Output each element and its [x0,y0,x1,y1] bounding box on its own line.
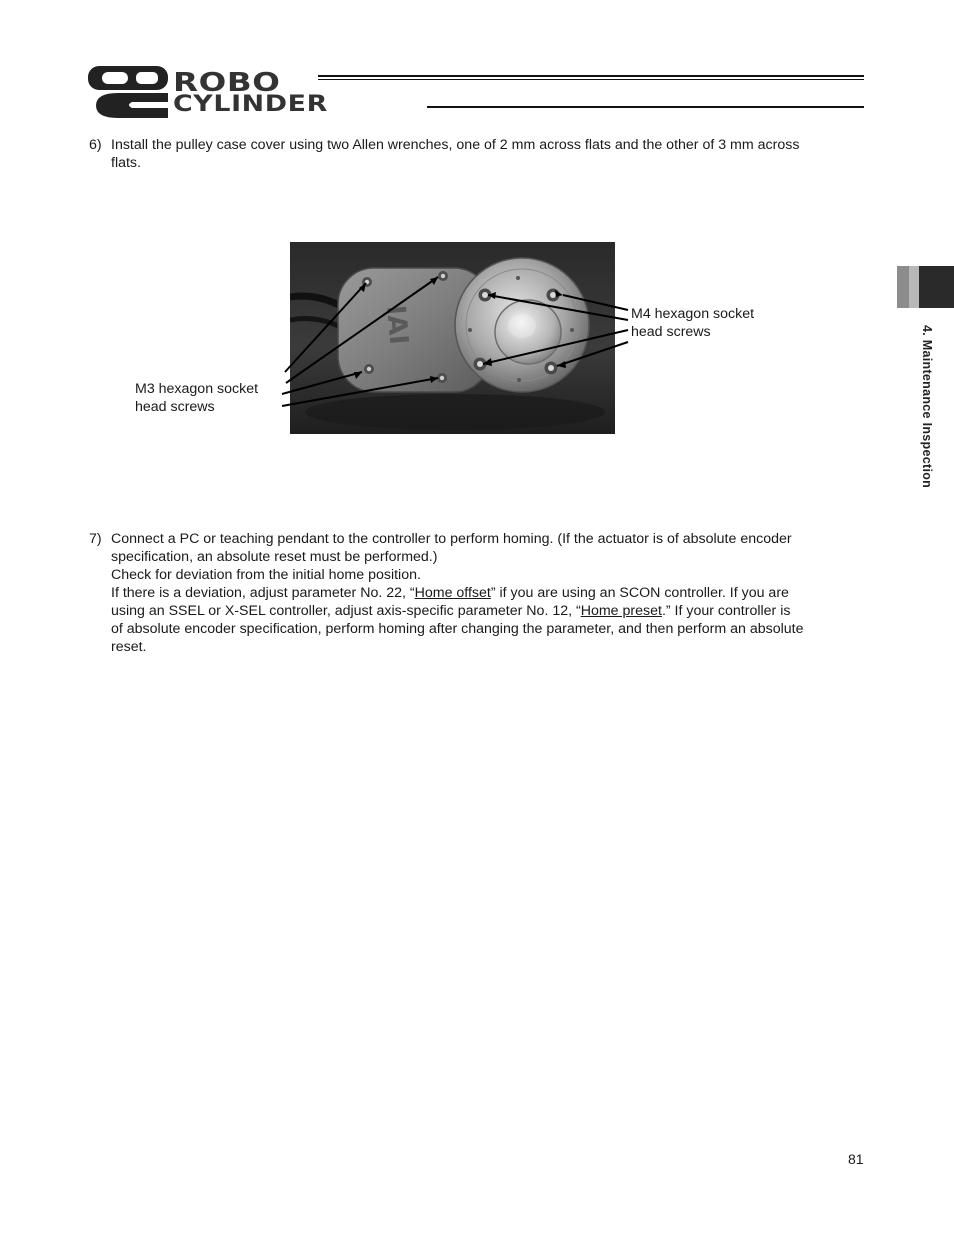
callout-m3 [135,380,258,416]
leader-m4-3 [483,330,628,364]
arrowhead-m4-3 [483,358,492,366]
logo-text-cylinder: CYLINDER [173,92,328,117]
arrowhead-m3-3 [354,372,362,379]
step-6-number: 6) [89,137,102,153]
callout-m3-line-2: head screws [135,399,215,415]
step-6-line-1: Install the pulley case cover using two Allen wrenches, one of 2 mm across flats and the other of 3 mm across [111,137,800,153]
leader-m3-2 [286,277,438,383]
step-7-line-1: Connect a PC or teaching pendant to the controller to perform homing. (If the actuator is of absolute encoder [111,531,792,547]
step-7-line-3: Check for deviation from the initial home position. [111,567,421,583]
leader-m4-2 [488,295,628,320]
step-7-line-6: of absolute encoder specification, perform homing after changing the parameter, and then perform an absolute [111,621,804,637]
step-7-line-7: reset. [111,639,147,655]
step-6-line-2: flats. [111,155,141,171]
step-7-line-4 [111,584,871,602]
page-number: 81 [848,1151,864,1167]
leader-m3-4 [282,378,438,406]
arrowhead-m4-1 [555,290,563,297]
step-7-line-5-pre: using an SSEL or X-SEL controller, adjust axis-specific parameter No. 12, “ [111,603,581,619]
leader-m3-3 [282,372,362,394]
chapter-label: 4. Maintenance Inspection [920,325,934,489]
leader-m4-1 [563,295,628,310]
step-7-line-2: specification, an absolute reset must be performed.) [111,549,438,565]
home-preset-term: Home preset [580,603,662,619]
step-7-line-5-post: .” If your controller is [661,603,791,619]
callout-m4 [631,305,754,341]
leader-m3-1 [285,283,366,372]
callout-m4-line-2: head screws [631,324,711,340]
svg-text:IAI: IAI [380,303,414,346]
arrowhead-m3-4 [430,376,438,383]
step-7-line-4-pre: If there is a deviation, adjust parameter No. 22, “ [111,585,415,601]
step-7-line-5 [111,602,871,620]
callout-m4-line-1: M4 hexagon socket [631,306,755,322]
step-7-text [111,530,871,656]
callout-m3-line-1: M3 hexagon socket [135,381,259,397]
step-7-number: 7) [89,531,102,547]
arrowhead-m4-2 [488,292,496,299]
logo-text-robo: ROBO [173,68,281,98]
leader-m4-4 [557,342,628,366]
home-offset-term: Home offset [414,585,491,601]
step-7-line-4-post: ” if you are using an SCON controller. If you are [490,585,789,601]
